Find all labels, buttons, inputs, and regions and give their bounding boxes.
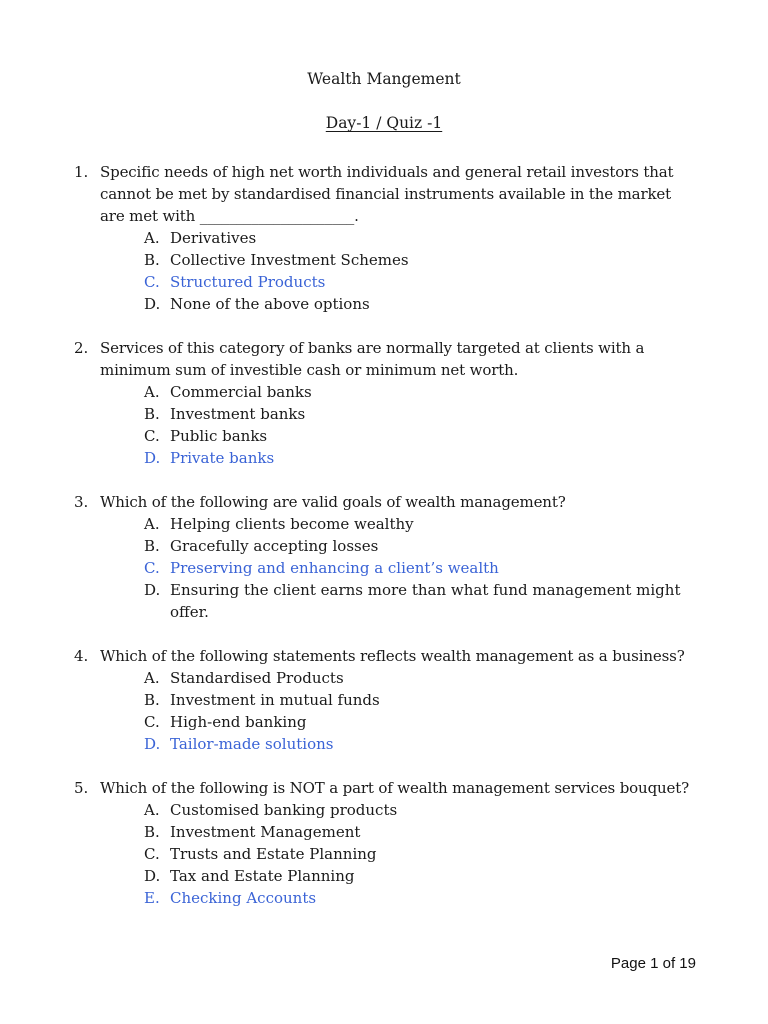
- option-text: Investment in mutual funds: [170, 691, 380, 709]
- question-number: 5.: [74, 779, 89, 797]
- option-letter: A.: [144, 669, 160, 687]
- option-text: Standardised Products: [170, 669, 344, 687]
- question-list: [74, 161, 699, 931]
- answer-options: [100, 513, 699, 623]
- answer-options: [100, 381, 699, 469]
- option-text: Helping clients become wealthy: [170, 515, 414, 533]
- answer-option: [144, 799, 699, 821]
- answer-option: [144, 535, 699, 557]
- option-text: Investment Management: [170, 823, 361, 841]
- answer-option: [144, 821, 699, 843]
- option-text: Customised banking products: [170, 801, 398, 819]
- option-text: Checking Accounts: [170, 889, 317, 907]
- answer-options: [100, 227, 699, 315]
- question-item: [74, 645, 699, 755]
- question-item: [74, 337, 699, 469]
- document-title: Wealth Mangement: [307, 70, 461, 88]
- page-number: Page 1 of 19: [610, 955, 696, 972]
- option-letter: B.: [144, 691, 160, 709]
- answer-option: [144, 513, 699, 535]
- option-letter: A.: [144, 383, 160, 401]
- question-text: Which of the following statements reflects wealth management as a business?: [100, 647, 685, 665]
- answer-option: [144, 711, 699, 733]
- answer-option: [144, 689, 699, 711]
- document-subtitle: [0, 112, 768, 134]
- option-text: Structured Products: [170, 273, 326, 291]
- question-number: 2.: [74, 339, 89, 357]
- quiz-heading: Day-1 / Quiz -1: [325, 114, 443, 132]
- option-text: Commercial banks: [170, 383, 312, 401]
- answer-option: [144, 425, 699, 447]
- option-letter: C.: [144, 427, 160, 445]
- question-number: 3.: [74, 493, 89, 511]
- option-letter: B.: [144, 251, 160, 269]
- correct-answer-option: [144, 887, 699, 909]
- option-letter: C.: [144, 273, 160, 291]
- option-text: Gracefully accepting losses: [170, 537, 379, 555]
- option-letter: A.: [144, 515, 160, 533]
- option-text: High-end banking: [170, 713, 307, 731]
- option-letter: A.: [144, 801, 160, 819]
- option-text: Derivatives: [170, 229, 257, 247]
- answer-options: [100, 799, 699, 909]
- question-item: [74, 491, 699, 623]
- option-letter: D.: [144, 581, 161, 599]
- correct-answer-option: [144, 733, 699, 755]
- correct-answer-option: [144, 557, 699, 579]
- question-text: Which of the following is NOT a part of wealth management services bouquet?: [100, 779, 690, 797]
- question-text: Specific needs of high net worth individuals and general retail investors that cannot be met by standardised financial instruments available in the market are met with _____________________.: [100, 163, 674, 225]
- correct-answer-option: [144, 271, 699, 293]
- answer-option: [144, 579, 699, 623]
- option-text: Preserving and enhancing a client’s wealth: [170, 559, 499, 577]
- question-text: Services of this category of banks are normally targeted at clients with a minimum sum of investible cash or minimum net worth.: [100, 339, 645, 379]
- option-letter: A.: [144, 229, 160, 247]
- question-item: [74, 161, 699, 315]
- option-letter: B.: [144, 405, 160, 423]
- question-number: 1.: [74, 163, 89, 181]
- answer-option: [144, 293, 699, 315]
- option-letter: B.: [144, 537, 160, 555]
- option-text: Investment banks: [170, 405, 306, 423]
- option-text: Tailor-made solutions: [170, 735, 334, 753]
- answer-option: [144, 403, 699, 425]
- option-text: Collective Investment Schemes: [170, 251, 409, 269]
- option-text: Tax and Estate Planning: [170, 867, 355, 885]
- option-text: Ensuring the client earns more than what fund management might offer.: [170, 581, 681, 621]
- option-text: None of the above options: [170, 295, 370, 313]
- option-letter: D.: [144, 735, 161, 753]
- answer-option: [144, 381, 699, 403]
- option-letter: C.: [144, 845, 160, 863]
- option-letter: C.: [144, 713, 160, 731]
- option-letter: D.: [144, 295, 161, 313]
- question-text: Which of the following are valid goals of wealth management?: [100, 493, 566, 511]
- answer-option: [144, 843, 699, 865]
- question-item: [74, 777, 699, 909]
- option-text: Private banks: [170, 449, 275, 467]
- answer-option: [144, 865, 699, 887]
- option-letter: E.: [144, 889, 160, 907]
- option-text: Trusts and Estate Planning: [170, 845, 377, 863]
- option-letter: C.: [144, 559, 160, 577]
- option-letter: D.: [144, 449, 161, 467]
- answer-options: [100, 667, 699, 755]
- option-text: Public banks: [170, 427, 268, 445]
- option-letter: D.: [144, 867, 161, 885]
- option-letter: B.: [144, 823, 160, 841]
- answer-option: [144, 667, 699, 689]
- question-number: 4.: [74, 647, 89, 665]
- answer-option: [144, 249, 699, 271]
- answer-option: [144, 227, 699, 249]
- correct-answer-option: [144, 447, 699, 469]
